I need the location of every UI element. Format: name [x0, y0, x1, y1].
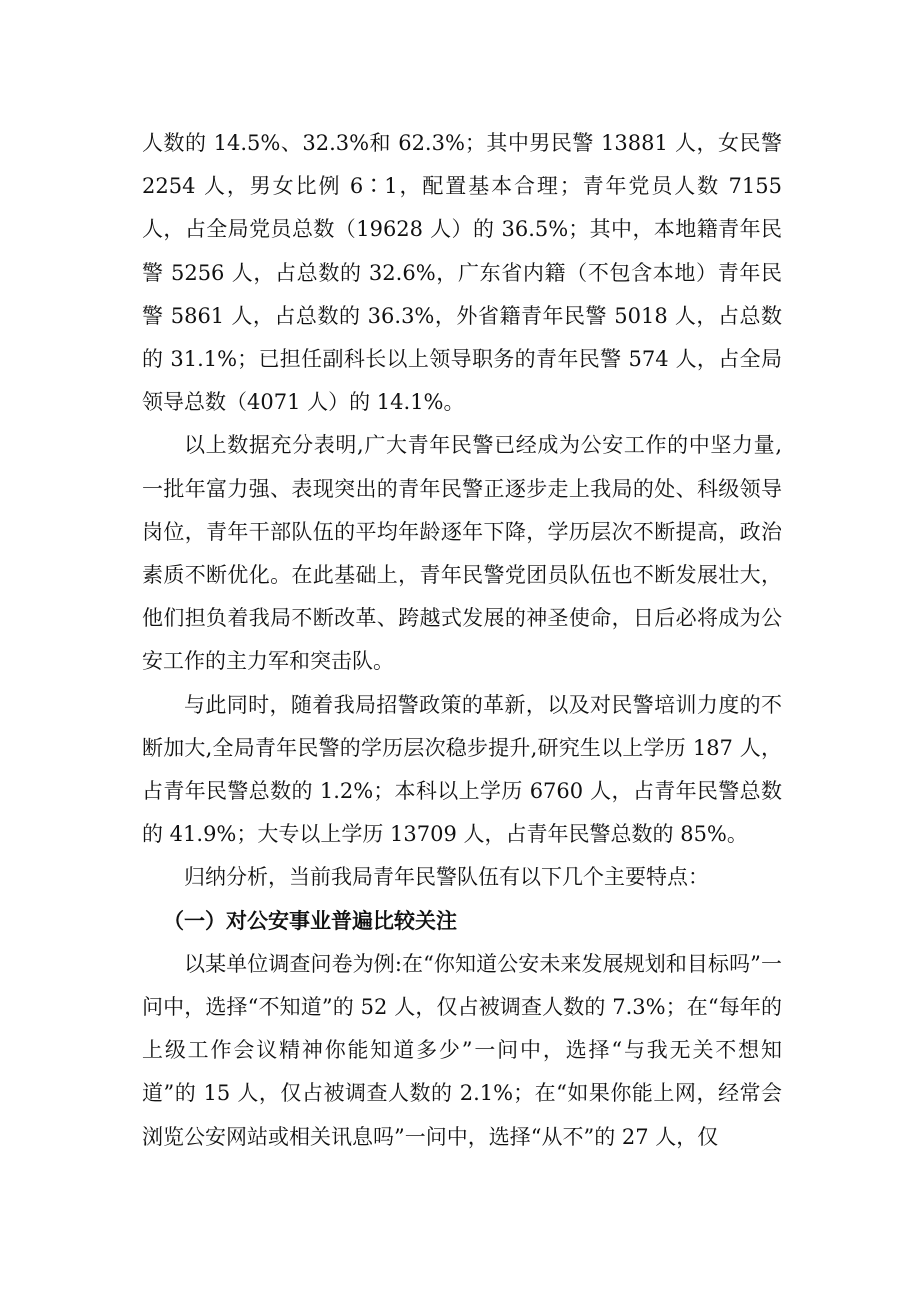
section-heading: （一）对公安事业普遍比较关注: [163, 908, 457, 933]
paragraph-education: 与此同时，随着我局招警政策的革新，以及对民警培训力度的不断加大,全局青年民警的学历层次稳步提升,研究生以上学历 187 人，占青年民警总数的 1.2%；本科以上学历 6760 人，占青年民警总数的 41.9%；大专以上学历 13709 人，占青年民警总数的 85%。: [142, 692, 782, 847]
paragraph-summary: 以上数据充分表明,广大青年民警已经成为公安工作的中坚力量,一批年富力强、表现突出的青年民警正逐步走上我局的处、科级领导岗位，青年干部队伍的平均年龄逐年下降，学历层次不断提高，政治素质不断优化。在此基础上，青年民警党团员队伍也不断发展壮大，他们担负着我局不断改革、跨越式发展的神圣使命，日后必将成为公安工作的主力军和突击队。: [142, 433, 782, 674]
document-body: [142, 122, 782, 1159]
paragraph-analysis: 归纳分析，当前我局青年民警队伍有以下几个主要特点：: [184, 865, 709, 890]
paragraph-continuation: 人数的 14.5%、32.3%和 62.3%；其中男民警 13881 人，女民警 2254 人，男女比例 6∶1，配置基本合理；青年党员人数 7155 人，占全局党员总数（19628 人）的 36.5%；其中，本地籍青年民警 5256 人，占总数的 32.6%，广东省内籍（不包含本地）青年民警 5861 人，占总数的 36.3%，外省籍青年民警 5018 人，占总数的 31.1%；已担任副科长以上领导职务的青年民警 574 人，占全局领导总数（4071 人）的 14.1%。: [142, 131, 782, 415]
paragraph-survey: 以某单位调查问卷为例:在“你知道公安未来发展规划和目标吗”一问中，选择“不知道”的 52 人，仅占被调查人数的 7.3%；在“每年的上级工作会议精神你能知道多少”一问中，选择“与我无关不想知道”的 15 人，仅占被调查人数的 2.1%；在“如果你能上网，经常会浏览公安网站或相关讯息吗”一问中，选择“从不”的 27 人，仅: [142, 951, 782, 1149]
